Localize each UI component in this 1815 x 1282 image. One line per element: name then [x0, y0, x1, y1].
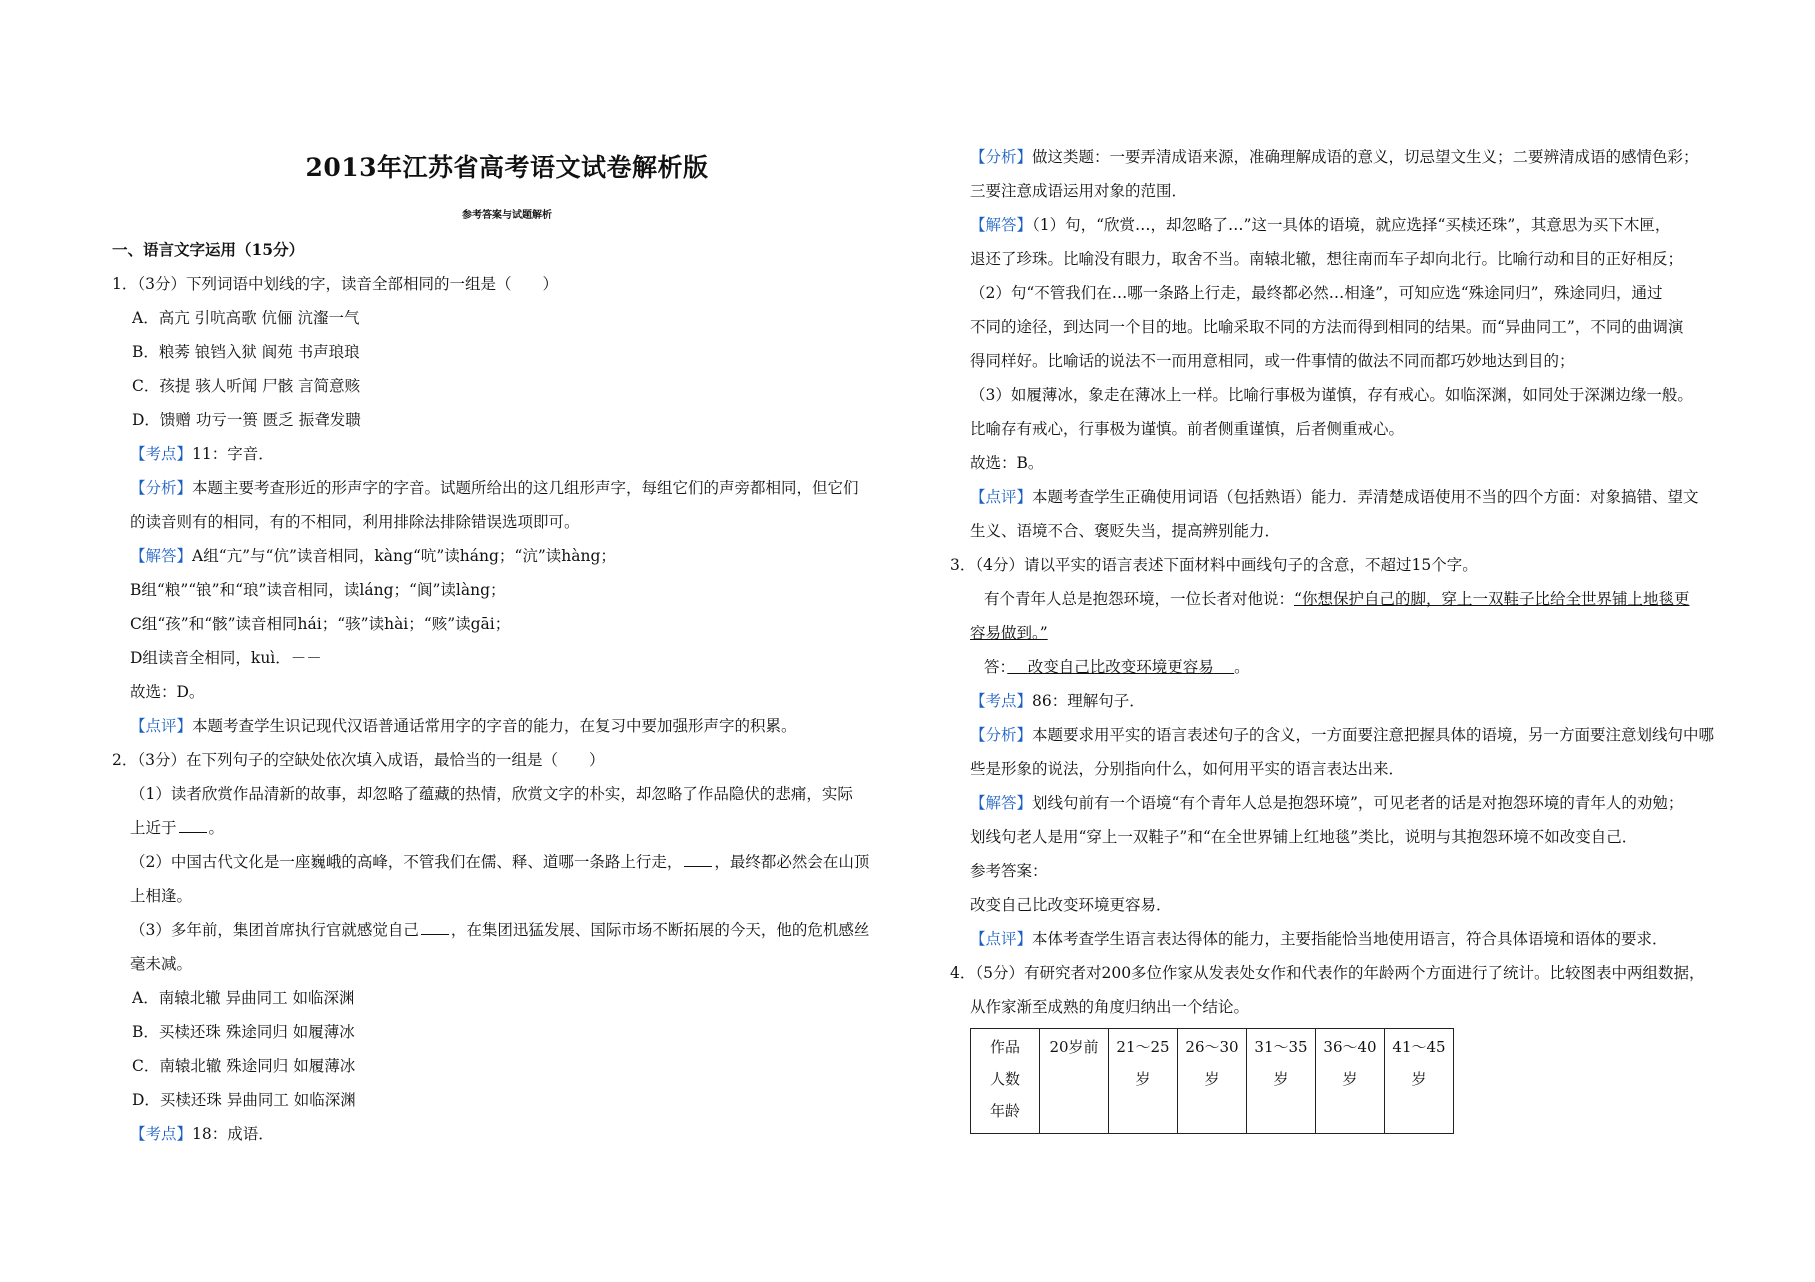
q1-option-c: C．孩提 骇人听闻 尸骸 言简意赅: [132, 377, 361, 395]
q2-option-c: C．南辕北辙 殊途同归 如履薄冰: [132, 1057, 356, 1075]
answer-blank: [179, 818, 207, 833]
q3-answer: 改变自己比改变环境更容易: [1027, 658, 1214, 676]
q3-kaodian: 【考点】86：理解句子．: [970, 692, 1145, 710]
q1-jieda-b: B组“粮”“锒”和“琅”读音相同，读láng；“阆”读làng；: [130, 581, 506, 599]
q4-stem-cont: 从作家渐至成熟的角度归纳出一个结论。: [970, 998, 1250, 1016]
q4-stem: 4．（5分）有研究者对200多位作家从发表处女作和代表作的年龄两个方面进行了统计。比较图表中两组数据，: [950, 964, 1705, 982]
q2-sentence-1-cont: 上近于 。: [130, 819, 225, 837]
q2-sentence-1: （1）读者欣赏作品清新的故事，却忽略了蕴藏的热情，欣赏文字的朴实，却忽略了作品隐伏的悲痛，实际: [130, 785, 853, 803]
answer-blank: [421, 920, 449, 935]
q1-jieda: 【解答】A组“亢”与“伉”读音相同，kàng“吭”读háng；“沆”读hàng；: [130, 547, 616, 565]
q2-jieda-7: 比喻存有戒心，行事极为谨慎。前者侧重谨慎，后者侧重戒心。: [970, 420, 1405, 438]
q3-ref-label: 参考答案：: [970, 862, 1048, 880]
section-heading: 一、语言文字运用（15分）: [112, 240, 305, 259]
q1-option-d: D．馈赠 功亏一篑 匮乏 振聋发聩: [132, 411, 361, 429]
q3-material: 有个青年人总是抱怨环境，一位长者对他说：“你想保护自己的脚，穿上一双鞋子比给全世界铺上地毯更: [984, 590, 1690, 608]
q1-stem: 1．（3分）下列词语中划线的字，读音全部相同的一组是（ ）: [112, 275, 558, 293]
q2-sentence-3-cont: 毫未减。: [130, 955, 193, 973]
fenxi-tag: 【分析】: [130, 479, 193, 497]
fenxi-tag: 【分析】: [970, 148, 1033, 166]
q1-dianping: 【点评】本题考查学生识记现代汉语普通话常用字的字音的能力，在复习中要加强形声字的积累。: [130, 717, 797, 735]
right-column: [950, 140, 1730, 1134]
table-col-age: 41～45 岁: [1385, 1029, 1454, 1134]
table-col-age: 26～30 岁: [1178, 1029, 1247, 1134]
q3-stem: 3．（4分）请以平实的语言表述下面材料中画线句子的含意，不超过15个字。: [950, 556, 1478, 574]
q1-answer: 故选：D。: [130, 683, 205, 701]
jieda-tag: 【解答】: [130, 547, 193, 565]
q2-fenxi-cont: 三要注意成语运用对象的范围．: [970, 182, 1188, 200]
kaodian-tag: 【考点】: [130, 1125, 193, 1143]
page-subtitle: 参考答案与试题解析: [462, 210, 552, 221]
q3-jieda-2: 划线句老人是用“穿上一双鞋子”和“在全世界铺上红地毯”类比，说明与其抱怨环境不如改变自己．: [970, 828, 1638, 846]
q1-kaodian: 【考点】11：字音．: [130, 445, 274, 463]
q2-sentence-2: （2）中国古代文化是一座巍峨的高峰，不管我们在儒、释、道哪一条路上行走， ，最终都必然会在山顶: [130, 853, 870, 871]
q3-ref-answer: 改变自己比改变环境更容易．: [970, 896, 1172, 914]
q1-option-a: A．高亢 引吭高歌 伉俪 沆瀣一气: [132, 309, 360, 327]
q2-jieda-4: 不同的途径，到达同一个目的地。比喻采取不同的方法而得到相同的结果。而“异曲同工”，不同的曲调演: [970, 318, 1684, 336]
underlined-sentence: 容易做到。”: [970, 624, 1048, 642]
q2-sentence-3: （3）多年前，集团首席执行官就感觉自己 ，在集团迅猛发展、国际市场不断拓展的今天，他的危机感丝: [130, 921, 870, 939]
table-col-age: 31～35 岁: [1247, 1029, 1316, 1134]
q3-material-cont: [950, 616, 1730, 650]
dianping-tag: 【点评】: [970, 488, 1033, 506]
kaodian-tag: 【考点】: [970, 692, 1033, 710]
q2-dianping-cont: 生义、语境不合、褒贬失当，提高辨别能力．: [970, 522, 1281, 540]
q1-fenxi: 【分析】本题主要考查形近的形声字的字音。试题所给出的这几组形声字，每组它们的声旁都相同，但它们: [130, 479, 859, 497]
table-header-cell: 作品 人数 年龄: [971, 1029, 1040, 1134]
q4-table-wrap: [950, 1028, 1730, 1134]
jieda-tag: 【解答】: [970, 794, 1033, 812]
q2-option-d: D．买椟还珠 异曲同工 如临深渊: [132, 1091, 356, 1109]
q2-answer: 故选：B。: [970, 454, 1044, 472]
dianping-tag: 【点评】: [970, 930, 1033, 948]
left-column: [112, 140, 902, 1151]
q2-dianping: 【点评】本题考查学生正确使用词语（包括熟语）能力．弄清楚成语使用不当的四个方面：对象搞错、望文: [970, 488, 1699, 506]
q1-fenxi-cont: 的读音则有的相同，有的不相同，利用排除法排除错误选项即可。: [130, 513, 580, 531]
q2-jieda-6: （3）如履薄冰，象走在薄冰上一样。比喻行事极为谨慎，存有戒心。如临深渊，如同处于深渊边缘一般。: [970, 386, 1693, 404]
table-col-age: 36～40 岁: [1316, 1029, 1385, 1134]
underlined-sentence: “你想保护自己的脚，穿上一双鞋子比给全世界铺上地毯更: [1294, 590, 1690, 608]
fenxi-tag: 【分析】: [970, 726, 1033, 744]
q2-jieda-3: （2）句“不管我们在…哪一条路上行走，最终都必然…相逢”，可知应选“殊途同归”，殊途同归，通过: [970, 284, 1663, 302]
q2-jieda: 【解答】（1）句，“欣赏…，却忽略了…”这一具体的语境，就应选择“买椟还珠”，其意思为买下木匣，: [970, 216, 1671, 234]
q2-fenxi: 【分析】做这类题：一要弄清成语来源，准确理解成语的意义，切忌望文生义；二要辨清成语的感情色彩；: [970, 148, 1699, 166]
q1-jieda-d: D组读音全相同，kuì．－－: [130, 649, 322, 667]
q1-option-b: B．粮莠 锒铛入狱 阆苑 书声琅琅: [132, 343, 360, 361]
answer-blank: [684, 852, 712, 867]
q2-jieda-2: 退还了珍珠。比喻没有眼力，取舍不当。南辕北辙，想往南而车子却向北行。比喻行动和目的正好相反；: [970, 250, 1684, 268]
table-col-age: 20岁前: [1040, 1029, 1109, 1134]
q3-jieda: 【解答】划线句前有一个语境“有个青年人总是抱怨环境”，可见老者的话是对抱怨环境的青年人的劝勉；: [970, 794, 1684, 812]
q1-jieda-c: C组“孩”和“骸”读音相同hái；“骇”读hài；“赅”读gāi；: [130, 615, 511, 633]
kaodian-tag: 【考点】: [130, 445, 193, 463]
page-title: 2013年江苏省高考语文试卷解析版: [305, 153, 709, 182]
table-col-age: 21～25 岁: [1109, 1029, 1178, 1134]
q2-option-b: B．买椟还珠 殊途同归 如履薄冰: [132, 1023, 355, 1041]
q2-stem: 2．（3分）在下列句子的空缺处依次填入成语，最恰当的一组是（ ）: [112, 751, 605, 769]
q2-jieda-5: 得同样好。比喻话的说法不一而用意相同，或一件事情的做法不同而都巧妙地达到目的；: [970, 352, 1575, 370]
q2-kaodian: 【考点】18：成语．: [130, 1125, 274, 1143]
q2-option-a: A．南辕北辙 异曲同工 如临深渊: [132, 989, 355, 1007]
q4-stats-table: [970, 1028, 1454, 1134]
q3-fenxi: 【分析】本题要求用平实的语言表述句子的含义，一方面要注意把握具体的语境，另一方面要注意划线句中哪: [970, 726, 1715, 744]
dianping-tag: 【点评】: [130, 717, 193, 735]
q2-sentence-2-cont: 上相逢。: [130, 887, 193, 905]
q3-fenxi-cont: 些是形象的说法，分别指向什么，如何用平实的语言表达出来．: [970, 760, 1405, 778]
q3-dianping: 【点评】本体考查学生语言表达得体的能力，主要指能恰当地使用语言，符合具体语境和语体的要求．: [970, 930, 1668, 948]
jieda-tag: 【解答】: [970, 216, 1033, 234]
q3-answer-line: 答： 改变自己比改变环境更容易 。: [984, 658, 1250, 676]
